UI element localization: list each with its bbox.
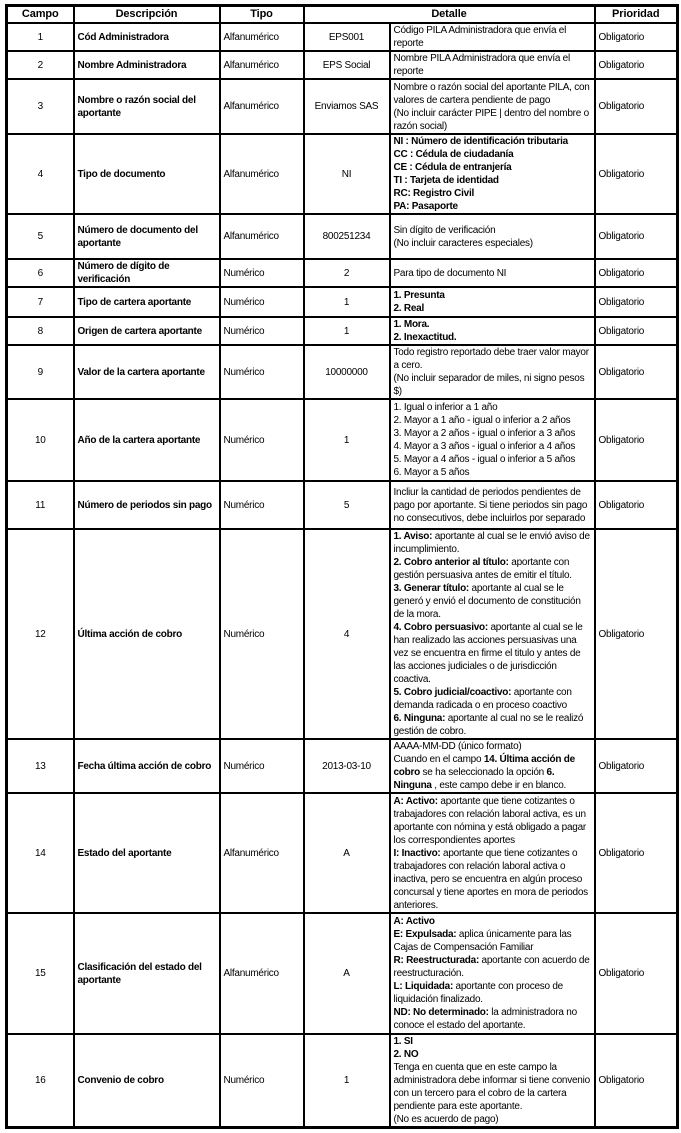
cell-descripcion: Número de documento del aportante [74,214,220,259]
cell-tipo: Alfanumérico [220,23,304,51]
detalle-line: 2. Real [393,303,424,314]
cell-campo: 15 [7,913,74,1034]
detalle-line: 2. Mayor a 1 año - igual o inferior a 2 años [393,415,571,426]
table-row [7,317,678,345]
table-row [7,259,678,287]
detalle-line: E: Expulsada: aplica únicamente para las Cajas de Compensación Familiar [393,929,572,953]
cell-prioridad: Obligatorio [595,739,678,793]
cell-descripcion: Nombre Administradora [74,51,220,79]
cell-detalle [390,529,595,739]
detalle-line: 1. Presunta [393,290,445,301]
cell-ejemplo: 2013-03-10 [304,739,390,793]
table-row [7,399,678,481]
detalle-line: 5. Cobro judicial/coactivo: aportante con demanda radicada o en proceso coactivo [393,687,572,711]
cell-campo: 7 [7,287,74,317]
cell-descripcion: Última acción de cobro [74,529,220,739]
cell-detalle [390,287,595,317]
cell-ejemplo: 1 [304,1034,390,1128]
detalle-line: Para tipo de documento NI [393,267,507,279]
cell-tipo: Numérico [220,345,304,399]
cell-campo: 4 [7,134,74,214]
cell-prioridad: Obligatorio [595,345,678,399]
cell-tipo: Numérico [220,481,304,529]
cell-prioridad: Obligatorio [595,317,678,345]
cell-prioridad: Obligatorio [595,529,678,739]
cell-descripcion: Número de periodos sin pago [74,481,220,529]
cell-prioridad: Obligatorio [595,23,678,51]
cell-tipo: Numérico [220,259,304,287]
detalle-line: Todo registro reportado debe traer valor mayor a cero. [393,347,589,371]
cell-prioridad: Obligatorio [595,51,678,79]
detalle-line: Nombre PILA Administradora que envía el reporte [393,53,570,77]
cell-campo: 5 [7,214,74,259]
detalle-line: 2. NO [393,1049,419,1060]
cell-descripcion: Origen de cartera aportante [74,317,220,345]
cell-campo: 12 [7,529,74,739]
cell-detalle [390,317,595,345]
detalle-line: 5. Mayor a 4 años - igual o inferior a 5 años [393,454,576,465]
cell-detalle [390,134,595,214]
detalle-line: Incliur la cantidad de periodos pendientes de pago por aportante. Si tiene periodos sin pago no consecutivos, debe incluirlos por separado [393,486,588,524]
detalle-line: 2. Cobro anterior al título: aportante con gestión persuasiva antes de emitir el título. [393,557,572,581]
detalle-line: R: Reestructurada: aportante con acuerdo de reestructuración. [393,955,590,979]
cell-campo: 2 [7,51,74,79]
cell-campo: 14 [7,793,74,913]
cell-ejemplo: 10000000 [304,345,390,399]
column-header-descripcion: Descripción [74,6,220,24]
detalle-line: RC: Registro Civil [393,188,475,199]
cell-prioridad: Obligatorio [595,913,678,1034]
cell-ejemplo: A [304,793,390,913]
cell-descripcion: Tipo de documento [74,134,220,214]
table-row [7,79,678,134]
detalle-line: I: Inactivo: aportante que tiene cotizantes o trabajadores con relación laboral activa o inactiva, pero se encuentra en algún proceso concursal y tiene aportes en mora de periodos anteriores. [393,847,588,911]
cell-tipo: Alfanumérico [220,134,304,214]
cell-campo: 1 [7,23,74,51]
cell-detalle [390,51,595,79]
cell-descripcion: Valor de la cartera aportante [74,345,220,399]
detalle-line: (No incluir carácter PIPE | dentro del nombre o razón social) [393,107,589,132]
cell-tipo: Numérico [220,399,304,481]
cell-prioridad: Obligatorio [595,793,678,913]
cell-ejemplo: EPS001 [304,23,390,51]
cell-tipo: Alfanumérico [220,214,304,259]
column-header-detalle: Detalle [304,6,595,24]
detalle-line: A: Activo [393,916,435,927]
cell-tipo: Numérico [220,287,304,317]
cell-detalle [390,793,595,913]
cell-detalle [390,79,595,134]
table-row [7,214,678,259]
table-row [7,287,678,317]
cell-ejemplo: NI [304,134,390,214]
table-body [7,23,678,1128]
cell-tipo: Alfanumérico [220,51,304,79]
detalle-line: 2. Inexactitud. [393,332,457,343]
cell-prioridad: Obligatorio [595,79,678,134]
cell-prioridad: Obligatorio [595,399,678,481]
cell-campo: 3 [7,79,74,134]
detalle-line: CE : Cédula de entranjería [393,162,512,173]
table-row [7,529,678,739]
cell-descripcion: Cód Administradora [74,23,220,51]
detalle-line: (No incluir separador de miles, ni signo pesos $) [393,373,585,397]
detalle-line: 1. Igual o inferior a 1 año [393,402,498,413]
cell-detalle [390,23,595,51]
cell-ejemplo: 1 [304,399,390,481]
column-header-campo: Campo [7,6,74,24]
cell-detalle [390,259,595,287]
table-row [7,51,678,79]
cell-campo: 8 [7,317,74,345]
cell-descripcion: Nombre o razón social del aportante [74,79,220,134]
detalle-line: 1. SI [393,1036,413,1047]
table-row [7,134,678,214]
cell-detalle [390,399,595,481]
cell-ejemplo: 2 [304,259,390,287]
cell-descripcion: Estado del aportante [74,793,220,913]
detalle-line: 3. Generar título: aportante al cual se le generó y envió el documento de constitución de la mora. [393,583,581,620]
detalle-line: AAAA-MM-DD (único formato) [393,741,522,752]
cell-ejemplo: 800251234 [304,214,390,259]
column-header-prioridad: Prioridad [595,6,678,24]
cell-tipo: Alfanumérico [220,79,304,134]
detalle-line: NI : Número de identificación tributaria [393,136,568,147]
cell-ejemplo: A [304,913,390,1034]
cell-descripcion: Convenio de cobro [74,1034,220,1128]
header-row [7,6,678,24]
detalle-line: (No incluir caracteres especiales) [393,237,533,249]
cell-detalle [390,214,595,259]
cell-detalle [390,481,595,529]
cell-campo: 10 [7,399,74,481]
cell-prioridad: Obligatorio [595,259,678,287]
cell-ejemplo: 5 [304,481,390,529]
detalle-line: (No es acuerdo de pago) [393,1114,499,1125]
table-row [7,739,678,793]
detalle-line: ND: No determinado: la administradora no conoce el estado del aportante. [393,1007,577,1031]
table-row [7,345,678,399]
cell-campo: 16 [7,1034,74,1128]
cell-detalle [390,345,595,399]
detalle-line: Cuando en el campo 14. Última acción de cobro se ha seleccionado la opción 6. Ninguna , este campo debe ir en blanco. [393,754,575,791]
cell-detalle [390,913,595,1034]
cell-descripcion: Clasificación del estado del aportante [74,913,220,1034]
table-row [7,23,678,51]
cell-prioridad: Obligatorio [595,214,678,259]
cell-descripcion: Fecha última acción de cobro [74,739,220,793]
table-row [7,913,678,1034]
detalle-line: 1. Aviso: aportante al cual se le envió aviso de incumplimiento. [393,531,590,555]
detalle-line: L: Liquidada: aportante con proceso de liquidación finalizado. [393,981,563,1005]
detalle-line: 1. Mora. [393,319,430,330]
cell-campo: 11 [7,481,74,529]
table-row [7,481,678,529]
cell-ejemplo: Enviamos SAS [304,79,390,134]
cell-tipo: Alfanumérico [220,793,304,913]
detalle-line: A: Activo: aportante que tiene cotizantes o trabajadores con relación laboral activa, es un aportante con nómina y está obligado a pagar los correspondientes aportes [393,795,586,846]
detalle-line: PA: Pasaporte [393,201,458,212]
cell-prioridad: Obligatorio [595,134,678,214]
cell-descripcion: Tipo de cartera aportante [74,287,220,317]
cell-prioridad: Obligatorio [595,287,678,317]
cell-ejemplo: 1 [304,287,390,317]
cell-ejemplo: 4 [304,529,390,739]
column-header-tipo: Tipo [220,6,304,24]
detalle-line: CC : Cédula de ciudadanía [393,149,514,160]
detalle-line: 4. Cobro persuasivo: aportante al cual se le han realizado las acciones persuasivas una vez se encuentra en firme el titulo y antes de las acciones judiciales o de jurisdicción coactiva. [393,622,583,685]
cell-tipo: Alfanumérico [220,913,304,1034]
cell-tipo: Numérico [220,317,304,345]
cell-ejemplo: 1 [304,317,390,345]
cell-tipo: Numérico [220,1034,304,1128]
table-row [7,1034,678,1128]
detalle-line: TI : Tarjeta de identidad [393,175,499,186]
detalle-line: 6. Ninguna: aportante al cual no se le realizó gestión de cobro. [393,713,584,737]
detalle-line: Nombre o razón social del aportante PILA, con valores de cartera pendiente de pago [393,81,590,106]
cell-prioridad: Obligatorio [595,1034,678,1128]
detalle-line: Sin dígito de verificación [393,224,496,236]
cell-campo: 9 [7,345,74,399]
cell-tipo: Numérico [220,529,304,739]
cell-descripcion: Año de la cartera aportante [74,399,220,481]
cell-tipo: Numérico [220,739,304,793]
cell-prioridad: Obligatorio [595,481,678,529]
detalle-line: 3. Mayor a 2 años - igual o inferior a 3 años [393,428,576,439]
field-spec-table [5,4,679,1129]
cell-detalle [390,739,595,793]
detalle-line: 6. Mayor a 5 años [393,467,470,478]
detalle-line: Código PILA Administradora que envía el reporte [393,25,567,49]
cell-ejemplo: EPS Social [304,51,390,79]
detalle-line: Tenga en cuenta que en este campo la administradora debe informar si tiene convenio con un tercero para el cobro de la cartera pendiente para este aportante. [393,1062,590,1112]
cell-campo: 6 [7,259,74,287]
cell-detalle [390,1034,595,1128]
cell-descripcion: Número de dígito de verificación [74,259,220,287]
detalle-line: 4. Mayor a 3 años - igual o inferior a 4 años [393,441,576,452]
table-row [7,793,678,913]
cell-campo: 13 [7,739,74,793]
